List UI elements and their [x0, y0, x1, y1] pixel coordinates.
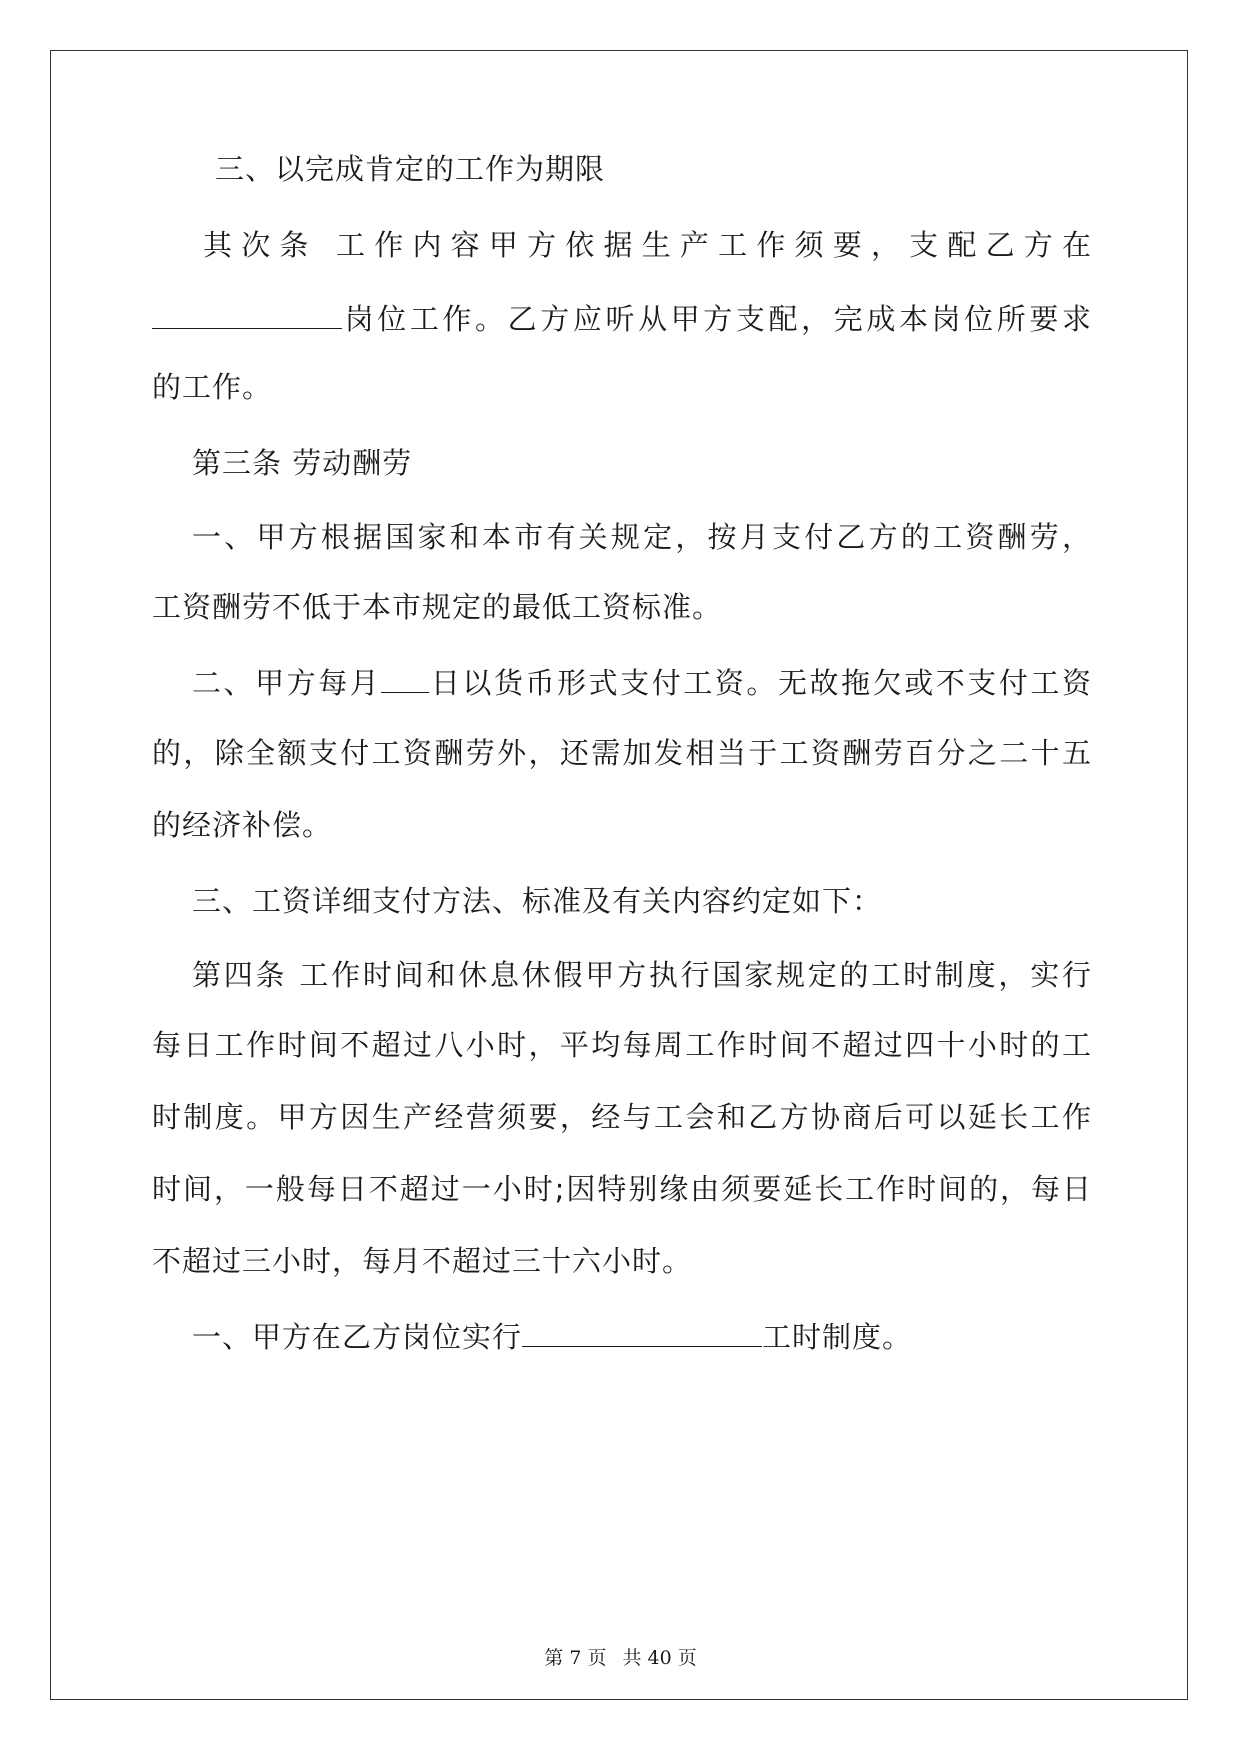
page-total: 共 40 页: [622, 1647, 697, 1669]
blank-field[interactable]: [381, 666, 429, 693]
paragraph-line: 不超过三小时，每月不超过三十六小时。: [152, 1244, 693, 1278]
paragraph-line: 一、甲方在乙方岗位实行 工时制度。: [192, 1320, 913, 1354]
paragraph-line: 二、甲方每月 日以货币形式支付工资。无故拖欠或不支付工资: [192, 666, 1092, 700]
blank-field[interactable]: [522, 1320, 762, 1347]
paragraph-line: 岗位工作。乙方应听从甲方支配，完成本岗位所要求: [152, 300, 1092, 338]
paragraph-line: 每日工作时间不超过八小时，平均每周工作时间不超过四十小时的工: [152, 1028, 1092, 1062]
paragraph-line: 时制度。甲方因生产经营须要，经与工会和乙方协商后可以延长工作: [152, 1100, 1092, 1134]
paragraph-line: 的工作。: [152, 370, 273, 404]
paragraph-line: 第四条 工作时间和休息休假甲方执行国家规定的工时制度，实行: [192, 958, 1092, 992]
paragraph-line: 一、甲方根据国家和本市有关规定，按月支付乙方的工资酬劳，: [192, 520, 1092, 554]
paragraph-line: 三、工资详细支付方法、标准及有关内容约定如下：: [192, 884, 883, 918]
paragraph-line: 的，除全额支付工资酬劳外，还需加发相当于工资酬劳百分之二十五: [152, 736, 1092, 770]
paragraph-line: 三、以完成肯定的工作为期限: [215, 152, 606, 186]
blank-field[interactable]: [152, 302, 342, 329]
page-number: 第 7 页: [544, 1647, 607, 1669]
paragraph-line: 时间，一般每日不超过一小时;因特别缘由须要延长工作时间的，每日: [152, 1172, 1092, 1206]
page-border: [50, 50, 1188, 1700]
page-footer: [0, 1643, 1241, 1670]
paragraph-line: 的经济补偿。: [152, 808, 333, 842]
paragraph-line: 其次条 工作内容甲方依据生产工作须要，支配乙方在: [203, 228, 1092, 262]
section-heading: 第三条 劳动酬劳: [192, 446, 413, 480]
paragraph-line: 工资酬劳不低于本市规定的最低工资标准。: [152, 590, 723, 624]
